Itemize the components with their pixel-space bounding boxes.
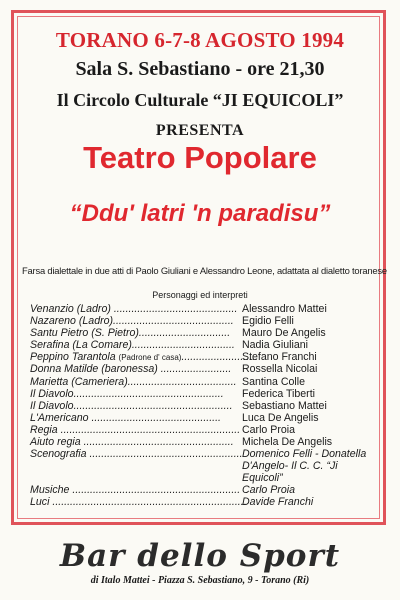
cast-role-text: Il Diavolo...................................................... — [30, 399, 233, 412]
cast-actor: Stefano Franchi — [242, 351, 317, 364]
cast-actor: Rossella Nicolai — [242, 363, 318, 376]
cast-row — [30, 412, 375, 424]
cast-role — [30, 327, 242, 339]
cast-role-text: Nazareno (Ladro)......................................... — [30, 315, 234, 328]
cast-role — [30, 412, 242, 424]
cast-role-text: Luci .................................................................. — [30, 496, 247, 509]
cast-actor: Carlo Proia — [242, 423, 295, 436]
cast-role — [30, 496, 247, 509]
cast-role — [30, 363, 242, 375]
cast-role-text: Aiuto regia ................................................... — [30, 436, 234, 449]
organizer-line: Il Circolo Culturale “JI EQUICOLI” — [56, 90, 344, 110]
cast-role-text: Il Diavolo................................................... — [30, 387, 224, 400]
cast-actor: Nadia Giuliani — [242, 339, 308, 352]
venue-line: Sala S. Sebastiano - ore 21,30 — [75, 58, 325, 80]
cast-role-text: Marietta (Cameriera)..................................... — [30, 375, 237, 388]
cast-role — [30, 339, 242, 351]
cast-role-text: Santu Pietro (S. Pietro)............................... — [30, 327, 231, 340]
cast-actor: Mauro De Angelis — [242, 327, 326, 340]
cast-role-text: L'Americano ............................................ — [30, 411, 221, 424]
cast-row — [30, 424, 375, 436]
date-line: TORANO 6-7-8 AGOSTO 1994 — [55, 28, 345, 52]
cast-role-text: Peppino Tarantola — [30, 351, 119, 364]
cast-role — [30, 484, 242, 496]
cast-role — [30, 303, 242, 315]
cast-row — [30, 484, 375, 496]
cast-row — [30, 388, 375, 400]
cast-role-text: Musiche ......................................................... — [30, 484, 241, 497]
cast-row — [30, 496, 375, 508]
cast-role — [30, 376, 242, 388]
cast-role — [30, 388, 242, 400]
cast-row — [30, 400, 375, 412]
cast-role — [30, 315, 242, 327]
cast-role — [30, 436, 242, 448]
cast-actor: Michela De Angelis — [242, 436, 333, 449]
cast-actor: Domenico Felli - Donatella D'Angelo- Il C. C. “Ji Equicoli” — [242, 448, 367, 485]
cast-role-text: Scenografia .................................................... — [30, 448, 243, 461]
cast-row — [30, 351, 375, 363]
cast-role-text: Donna Matilde (baronessa) ........................ — [30, 363, 232, 376]
cast-role-text: Regia ............................................................. — [30, 423, 241, 436]
play-description: Farsa dialettale in due atti di Paolo Giuliani e Alessandro Leone, adattata al dialetto toranese — [22, 265, 387, 276]
cast-actor: Davide Franchi — [242, 496, 314, 509]
cast-role-dots: .......................... — [181, 351, 258, 364]
sponsor-name: Bar dello Sport — [59, 538, 341, 574]
cast-actor: Sebastiano Mattei — [242, 399, 327, 412]
cast-actor: Alessandro Mattei — [242, 303, 327, 315]
cast-actor: Luca De Angelis — [242, 411, 319, 424]
company-title: Teatro Popolare — [83, 140, 317, 175]
play-title: “Ddu' latri 'n paradisu” — [69, 200, 331, 227]
cast-role — [30, 351, 258, 364]
cast-row — [30, 339, 375, 351]
cast-row — [30, 315, 375, 327]
cast-row — [30, 376, 375, 388]
presenta-label: PRESENTA — [155, 122, 245, 139]
cast-role — [30, 424, 242, 436]
cast-role-note: (Padrone d' casa) — [118, 353, 182, 363]
cast-row — [30, 327, 375, 339]
cast-actor: Federica Tiberti — [242, 387, 316, 400]
cast-role-text: Serafina (La Comare)................................... — [30, 339, 235, 352]
cast-row — [30, 436, 375, 448]
cast-role — [30, 448, 242, 460]
cast-row — [30, 363, 375, 375]
sponsor-address: di Italo Mattei - Piazza S. Sebastiano, 9 - Torano (Ri) — [90, 575, 310, 586]
cast-list — [30, 303, 375, 508]
cast-heading: Personaggi ed interpreti — [152, 290, 248, 300]
cast-actor: Santina Colle — [242, 375, 306, 388]
cast-row — [30, 303, 375, 315]
cast-role-text: Venanzio (Ladro) .......................................... — [30, 303, 238, 315]
cast-row — [30, 448, 375, 484]
cast-actor: Egidio Felli — [242, 315, 294, 328]
cast-role — [30, 400, 242, 412]
cast-actor: Carlo Proia — [242, 484, 295, 497]
